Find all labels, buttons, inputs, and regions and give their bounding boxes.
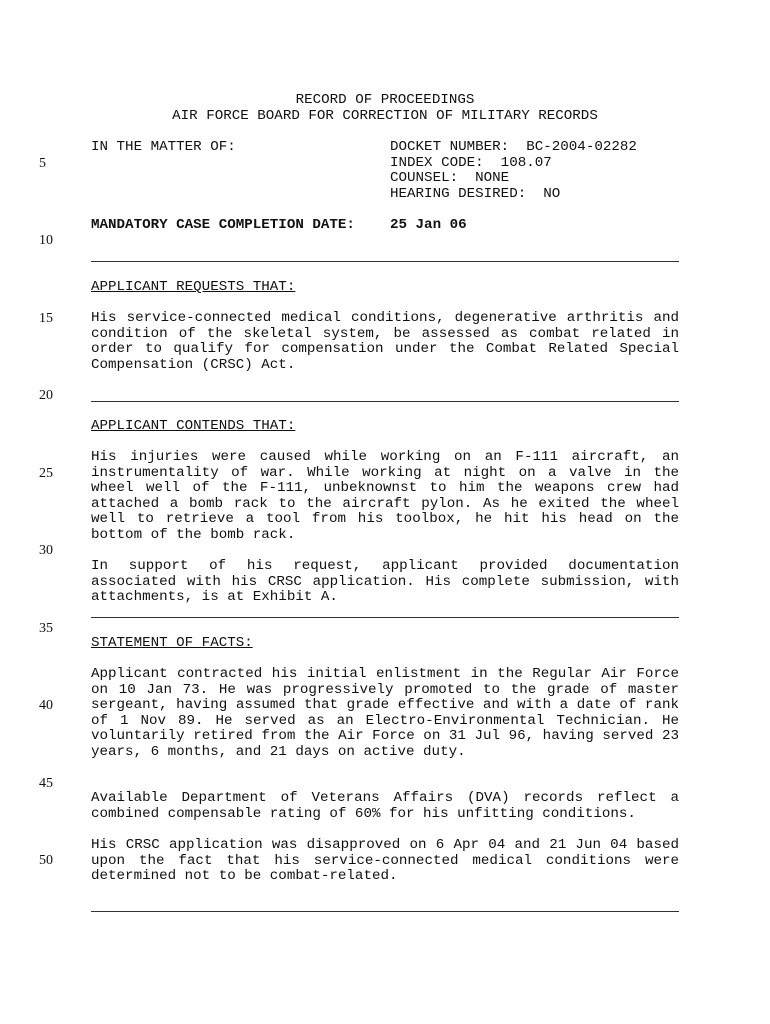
line-number: 35 (39, 621, 53, 636)
line-number: 40 (39, 698, 53, 713)
line-number: 50 (39, 853, 53, 868)
facts-body-3 (91, 838, 679, 885)
divider (91, 911, 679, 912)
facts-body (91, 667, 679, 760)
line-number: 15 (39, 311, 53, 326)
contends-body (91, 450, 679, 543)
paragraph: Available Department of Veterans Affairs (DVA) records reflect a combined compensable rating of 60% for his unfitting conditions. (91, 790, 679, 822)
line-number: 5 (39, 156, 46, 171)
paragraph: In support of his request, applicant provided documentation associated with his CRSC application. His complete submission, with attachments, is at Exhibit A. (91, 558, 679, 605)
document-title: RECORD OF PROCEEDINGS (295, 92, 475, 108)
section-heading: STATEMENT OF FACTS: (91, 635, 253, 651)
contends-section (91, 419, 679, 435)
section-heading: APPLICANT REQUESTS THAT: (91, 279, 296, 295)
paragraph: His injuries were caused while working on an F-111 aircraft, an instrumentality of war. While working at night on a valve in the wheel well of the F-111, unbeknownst to him the weapons crew had attached a bomb rack to the aircraft pylon. As he exited the wheel well to retrieve a tool from his toolbox, he hit his head on the bottom of the bomb rack. (91, 449, 679, 543)
board-name: AIR FORCE BOARD FOR CORRECTION OF MILITARY RECORDS (172, 108, 598, 124)
requests-section (91, 280, 679, 296)
facts-body-2 (91, 791, 679, 822)
requests-body (91, 311, 679, 373)
index-code: INDEX CODE: 108.07 (390, 155, 552, 171)
hearing-desired: HEARING DESIRED: NO (390, 186, 561, 202)
section-heading: APPLICANT CONTENDS THAT: (91, 418, 296, 434)
divider (91, 401, 679, 402)
divider (91, 261, 679, 262)
line-number: 20 (39, 388, 53, 403)
completion-date-label: MANDATORY CASE COMPLETION DATE: (91, 217, 355, 233)
paragraph: Applicant contracted his initial enlistment in the Regular Air Force on 10 Jan 73. He was progressively promoted to the grade of master sergeant, having assumed that grade effective and with a date of rank of 1 Nov 89. He served as an Electro-Environmental Technician. He voluntarily retired from the Air Force on 31 Jul 96, having served 23 years, 6 months, and 21 days on active duty. (91, 666, 679, 760)
contends-body-2 (91, 559, 679, 606)
facts-section (91, 636, 679, 652)
docket-number: DOCKET NUMBER: BC-2004-02282 (390, 139, 637, 155)
line-number: 25 (39, 466, 53, 481)
paragraph: His CRSC application was disapproved on 6 Apr 04 and 21 Jun 04 based upon the fact that his service-connected medical conditions were determined not to be combat-related. (91, 837, 679, 884)
line-number: 10 (39, 233, 53, 248)
completion-date: 25 Jan 06 (390, 217, 467, 233)
matter-label: IN THE MATTER OF: (91, 139, 236, 155)
counsel: COUNSEL: NONE (390, 170, 510, 186)
divider (91, 617, 679, 618)
line-number: 45 (39, 776, 53, 791)
paragraph: His service-connected medical conditions, degenerative arthritis and condition of the skeletal system, be assessed as combat related in order to qualify for compensation under the Combat Related Special Compensation (CRSC) Act. (91, 310, 679, 373)
line-number: 30 (39, 543, 53, 558)
